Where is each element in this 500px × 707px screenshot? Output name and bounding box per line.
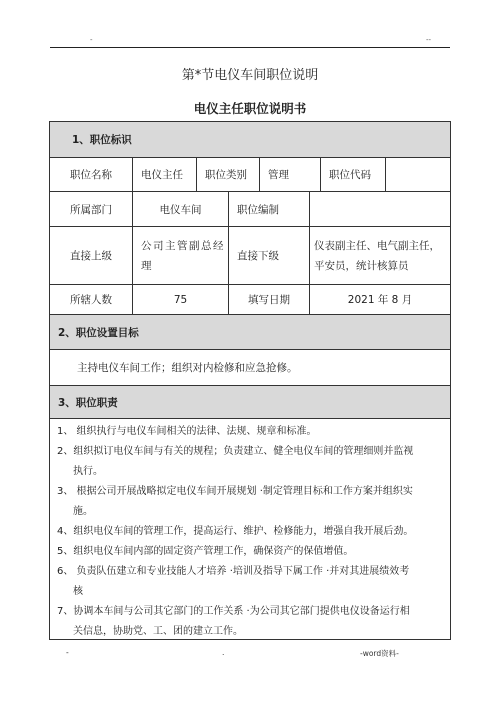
job-name-label: 职位名称 <box>49 157 133 192</box>
duty-item-7 <box>57 602 449 642</box>
section3-heading: 3、职位职责 <box>49 385 451 419</box>
duty-1-line1: 1、 组织执行与电仪车间相关的法律、法规、规章和标准。 <box>57 426 317 437</box>
job-type-label: 职位类别 <box>196 157 260 192</box>
duty-item-3 <box>57 482 449 522</box>
duty-6-line1: 6、 负责队伍建立和专业技能人才培养 ·培训及指导下属工作 ·并对其进展绩效考 <box>57 566 410 577</box>
section2-heading: 2、职位设置目标 <box>49 314 451 350</box>
duty-7-line1: 7、协调本车间与公司其它部门的工作关系 ·为公司其它部门提供电仪设备运行相 <box>57 606 410 617</box>
footer-left-mark: - <box>66 648 69 657</box>
duty-7-line2: 关信息，协助党、工、团的建立工作。 <box>73 626 243 637</box>
superior-value <box>132 226 229 285</box>
document-subtitle: 电仪主任职位说明书 <box>193 101 307 116</box>
job-type-value: 管理 <box>259 157 321 192</box>
headcount-label: 所辖人数 <box>49 284 133 315</box>
duty-item-5 <box>57 542 449 562</box>
footer-center-mark: . <box>222 648 225 657</box>
duty-2-line2: 执行。 <box>73 466 103 477</box>
document-title: 第*节电仪车间职位说明 <box>181 68 319 83</box>
duty-item-6 <box>57 562 449 602</box>
job-code-label: 职位代码 <box>320 157 386 192</box>
date-value: 2021 年 8 月 <box>309 284 451 315</box>
subordinate-value <box>309 226 451 285</box>
superior-value-line2: 理 <box>141 259 152 272</box>
duty-2-line1: 2、组织拟订电仪车间与有关的规程；负责建立、健全电仪车间的管理细则并监视 <box>57 446 414 457</box>
section2-text: 主持电仪车间工作；组织对内检修和应急抢修。 <box>49 349 451 386</box>
dept-label: 所属部门 <box>49 191 133 227</box>
subordinate-value-line2: 平安员，统计核算员 <box>314 259 409 272</box>
staffing-value <box>309 191 451 227</box>
staffing-label: 职位编制 <box>228 191 310 227</box>
header-left-mark: - <box>90 36 93 44</box>
dept-value: 电仪车间 <box>132 191 229 227</box>
duty-4-line1: 4、组织电仪车间的管理工作，提高运行、维护、检修能力，增强自我开展后劲。 <box>57 526 414 537</box>
duty-3-line1: 3、 根据公司开展战略拟定电仪车间开展规划 ·制定管理目标和工作方案并组织实 <box>57 486 413 497</box>
job-code-value <box>385 157 451 192</box>
headcount-value: 75 <box>132 284 229 315</box>
duty-item-1 <box>57 422 449 442</box>
duty-5-line1: 5、组织电仪车间内部的固定资产管理工作，确保资产的保值增值。 <box>57 546 354 557</box>
duties-list <box>57 422 449 642</box>
subordinate-label: 直接下级 <box>228 226 310 285</box>
header-rule <box>50 47 450 48</box>
section1-heading: 1、职位标识 <box>49 121 451 158</box>
superior-value-line1: 公司主管副总经 <box>141 239 225 252</box>
superior-label: 直接上级 <box>49 226 133 285</box>
footer-source-label: -word资料- <box>360 649 399 658</box>
subordinate-value-line1: 仪表副主任、电气副主任， <box>314 239 440 252</box>
duty-item-2 <box>57 442 449 482</box>
header-right-mark: -- <box>426 36 432 44</box>
duty-item-4 <box>57 522 449 542</box>
duty-3-line2: 施。 <box>73 506 93 517</box>
duty-6-line2: 核 <box>73 586 83 597</box>
job-name-value: 电仪主任 <box>132 157 197 192</box>
date-label: 填写日期 <box>228 284 310 315</box>
